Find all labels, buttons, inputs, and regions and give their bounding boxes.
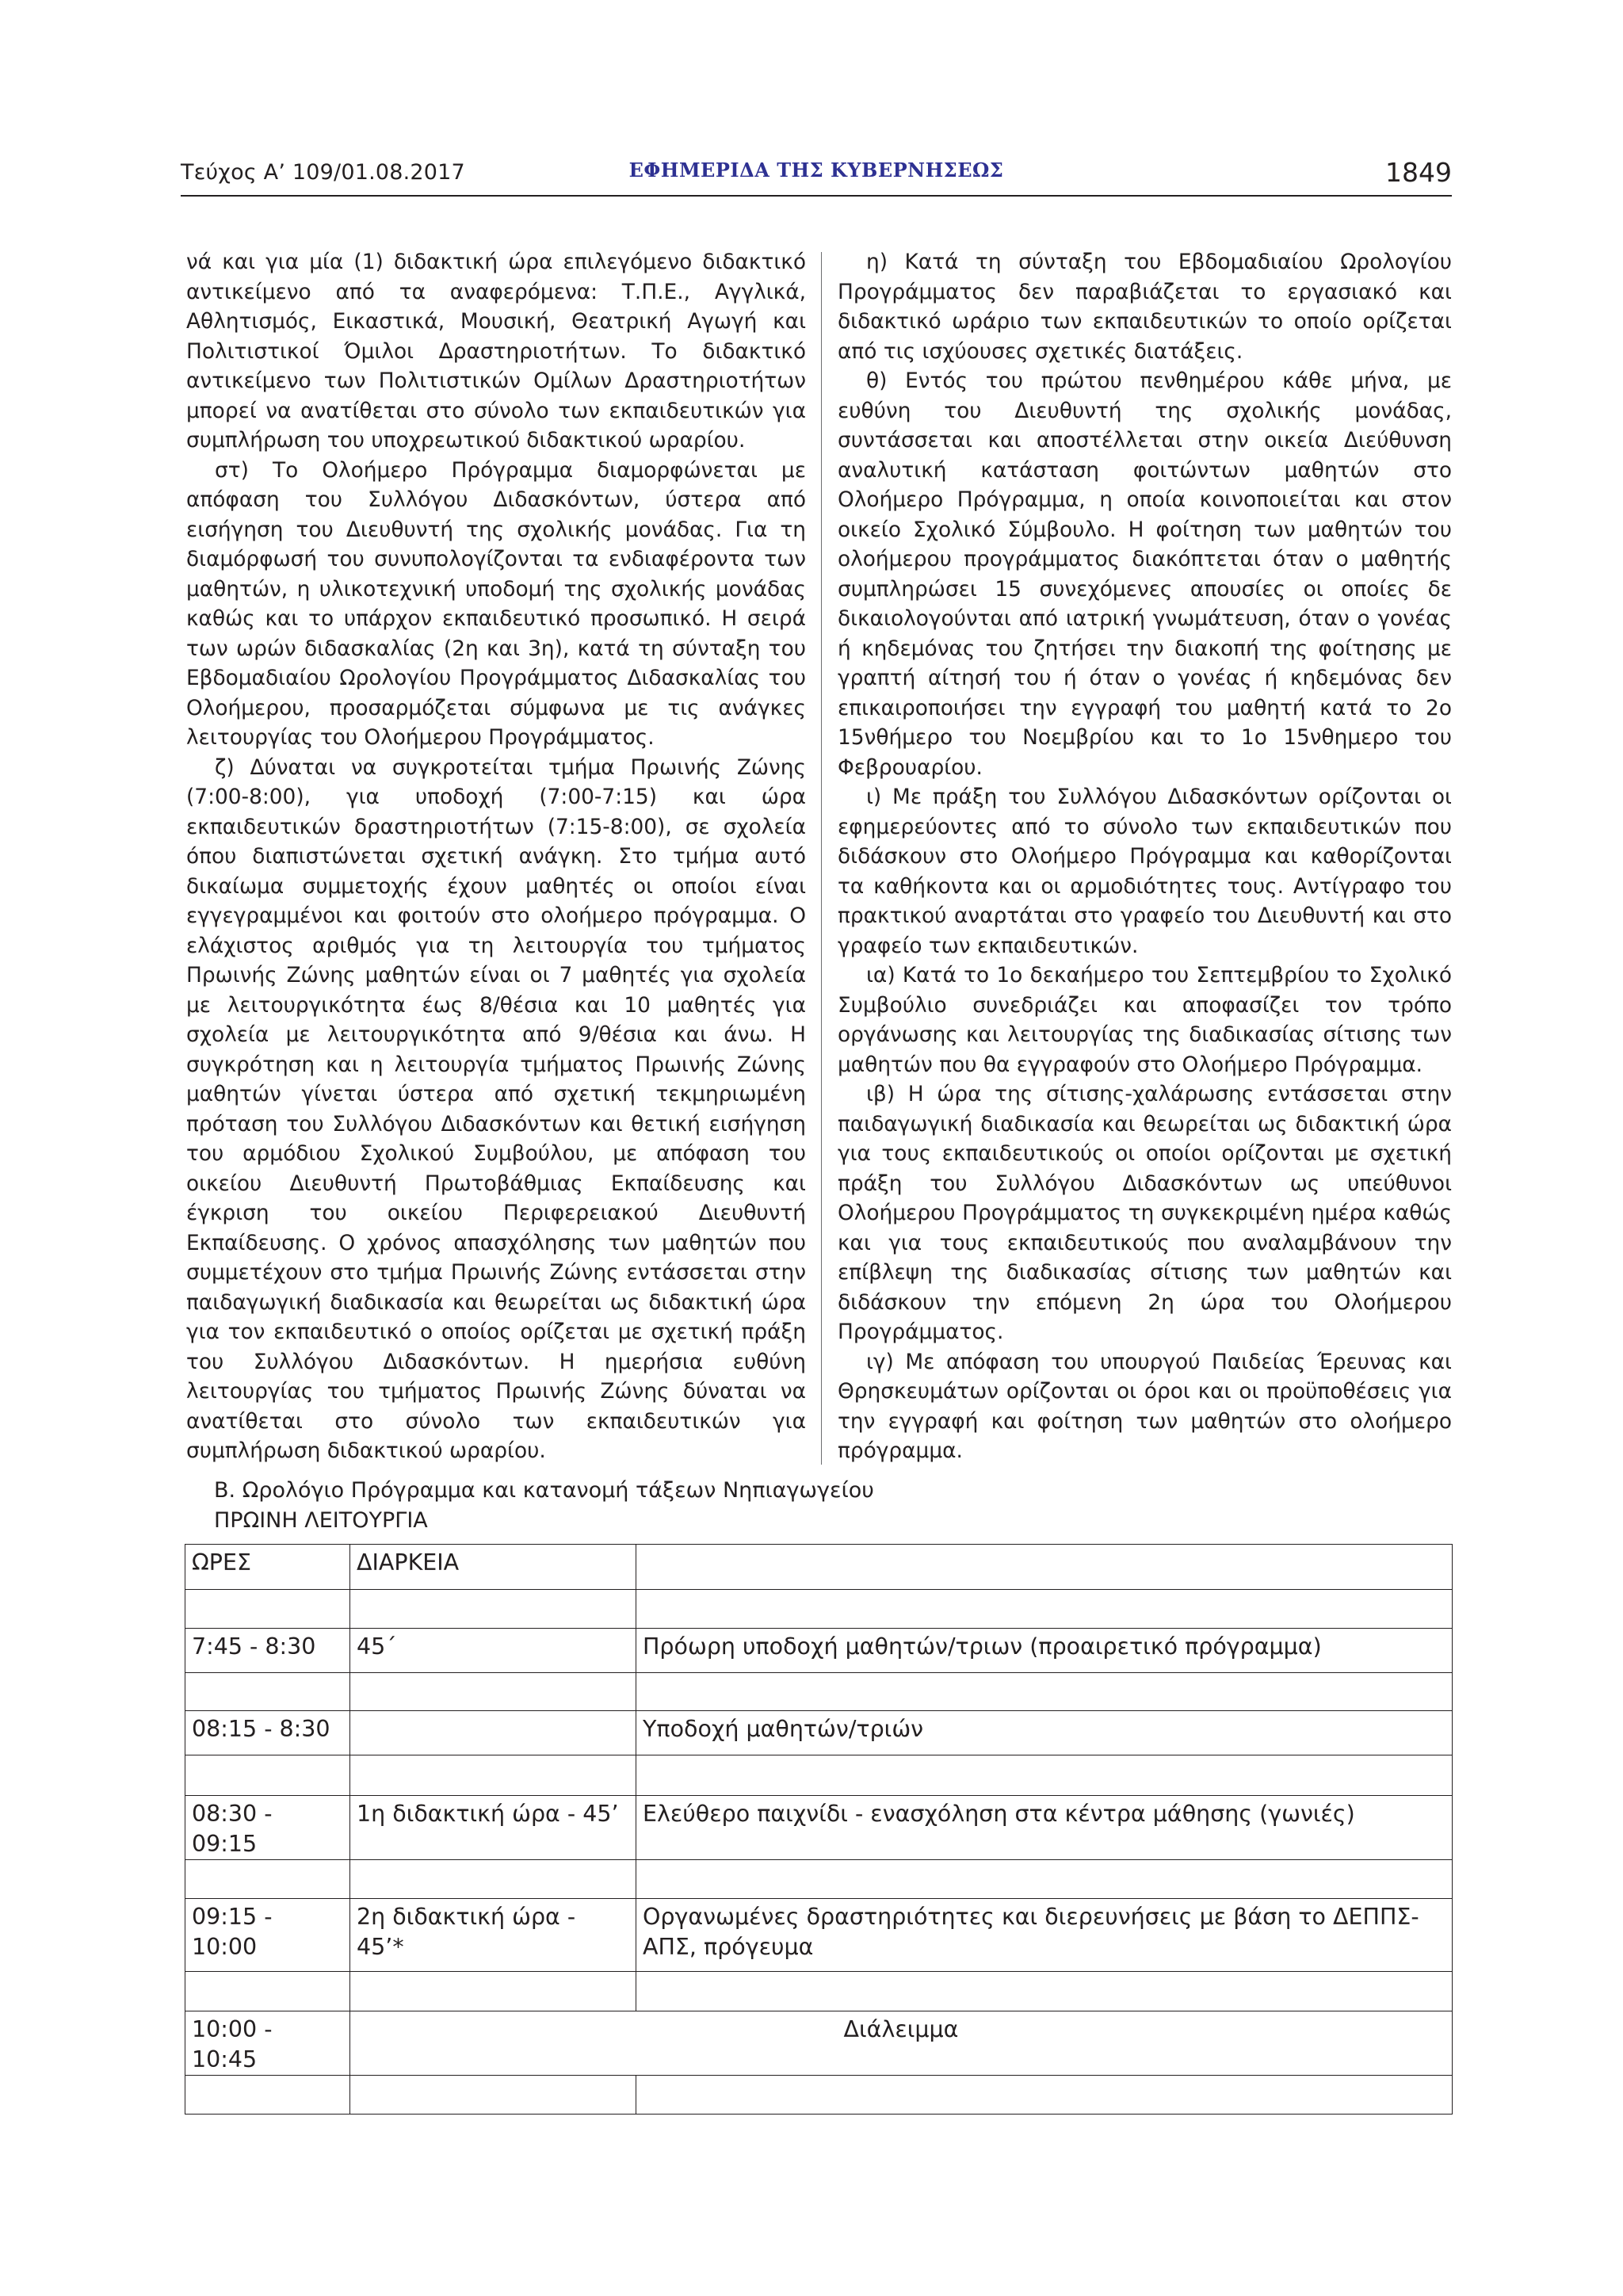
paragraph: ιγ) Με απόφαση του υπουργού Παιδείας Έρευνας και Θρησκευμάτων ορίζονται οι όροι και οι προϋποθέσεις για την εγγραφή και φοίτηση των μαθητών στο ολοήμερο πρόγραμμα.: [838, 1349, 1452, 1463]
table-row: [185, 1796, 1453, 1860]
paragraph: ζ) Δύναται να συγκροτείται τμήμα Πρωινής Ζώνης (7:00-8:00), για υποδοχή (7:00-7:15) και ώρα εκπαιδευτικών δραστηριοτήτων (7:15-8:00), σε σχολεία όπου διαπιστώνεται σχετική ανάγκη. Στο τμήμα αυτό δικαίωμα συμμετοχής έχουν μαθητές οι οποίοι είναι εγγεγραμμένοι και φοιτούν στο ολοήμερο πρόγραμμα. Ο ελάχιστος αριθμός για τη λειτουργία του τμήματος Πρωινής Ζώνης μαθητών είναι οι 7 μαθητές για σχολεία με λειτουργικότητα έως 8/θέσια και 10 μαθητές για σχολεία με λειτουργικότητα από 9/θέσια και άνω. Η συγκρότηση και η λειτουργία τμήματος Πρωινής Ζώνης μαθητών γίνεται ύστερα από σχετική τεκμηριωμένη πρόταση του Συλλόγου Διδασκόντων και θετική εισήγηση του αρμόδιου Σχολικού Συμβούλου, με απόφαση του οικείου Διευθυντή Πρωτοβάθμιας Εκπαίδευσης και έγκριση του οικείου Περιφερειακού Διευθυντή Εκπαίδευσης. Ο χρόνος απασχόλησης των μαθητών που συμμετέχουν στο τμήμα Πρωινής Ζώνης εντάσσεται στην παιδαγωγική διαδικασία και θεωρείται ως διδακτική ώρα για τον εκπαιδευτικό ο οποίος ορίζεται με σχετική πράξη του Συλλόγου Διδασκόντων. Η ημερήσια ευθύνη λειτουργίας του τμήματος Πρωινής Ζώνης δύναται να ανατίθεται στο σύνολο των εκπαιδευτικών για συμπλήρωση διδακτικού ωραρίου.: [186, 755, 806, 1463]
left-column: [186, 247, 806, 1466]
table-row: [185, 1629, 1453, 1673]
paragraph: ιβ) Η ώρα της σίτισης-χαλάρωσης εντάσσεται στην παιδαγωγική διαδικασία και θεωρείται ως διδακτική ώρα για τους εκπαιδευτικούς οι οποίοι ορίζονται με σχετική πράξη του Συλλόγου Διδασκόντων ως υπεύθυνοι Ολοήμερου Προγράμματος τη συγκεκριμένη ημέρα καθώς και για τους εκπαιδευτικούς που αναλαμβάνουν την επίβλεψη της διαδικασίας σίτισης των μαθητών και διδάσκουν την επόμενη 2η ώρα του Ολοήμερου Προγράμματος.: [838, 1082, 1452, 1344]
paragraph: θ) Εντός του πρώτου πενθημέρου κάθε μήνα, με ευθύνη του Διευθυντή της σχολικής μονάδας, συντάσσεται και αποστέλλεται στην οικεία Διεύθυνση αναλυτική κατάσταση φοιτώντων μαθητών στο Ολοήμερο Πρόγραμμα, η οποία κοινοποιείται και στον οικείο Σχολικό Σύμβουλο. Η φοίτηση των μαθητών του ολοήμερου προγράμματος διακόπτεται όταν ο μαθητής συμπληρώσει 15 συνεχόμενες απουσίες οι οποίες δε δικαιολογούνται από ιατρική γνωμάτευση, όταν ο γονέας ή κηδεμόνας του ζητήσει την διακοπή της φοίτησης με γραπτή αίτησή του ή όταν ο γονέας ή κηδεμόνας δεν επικαιροποιήσει την εγγραφή του μαθητή κατά το 2ο 15νθήμερο του Νοεμβρίου και το 1ο 15νθημερο του Φεβρουαρίου.: [838, 369, 1452, 780]
spacer-row: [185, 2076, 1453, 2115]
spacer-row: [185, 1673, 1453, 1711]
header-cell-hours: ΩΡΕΣ: [185, 1545, 350, 1590]
paragraph: ι) Με πράξη του Συλλόγου Διδασκόντων ορίζονται οι εφημερεύοντες από το σύνολο των εκπαιδευτικών που διδάσκουν στο Ολοήμερο Πρόγραμμα και καθορίζονται τα καθήκοντα και οι αρμοδιότητες τους. Αντίγραφο του πρακτικού αναρτάται στο γραφείο του Διευθυντή και στο γραφείο των εκπαιδευτικών.: [838, 785, 1452, 958]
activity-cell: Ελεύθερο παιχνίδι - ενασχόληση στα κέντρα μάθησης (γωνιές): [636, 1796, 1453, 1860]
table-row: [185, 2011, 1453, 2076]
time-cell: 10:00 - 10:45: [185, 2011, 350, 2076]
table-header-row: [185, 1545, 1453, 1590]
spacer-row: [185, 1860, 1453, 1899]
spacer-row: [185, 1755, 1453, 1796]
time-cell: 08:15 - 8:30: [185, 1711, 350, 1755]
column-divider: [821, 252, 822, 1465]
right-column: [838, 247, 1452, 1466]
table-row: [185, 1899, 1453, 1972]
duration-cell: 45΄: [350, 1629, 636, 1673]
header-cell-activity: [636, 1545, 1453, 1590]
gazette-title: ΕΦΗΜΕΡΙΔΑ ΤΗΣ ΚΥΒΕΡΝΗΣΕΩΣ: [628, 159, 1004, 181]
header-rule: [181, 195, 1452, 197]
time-cell: 09:15 - 10:00: [185, 1899, 350, 1972]
spacer-row: [185, 1972, 1453, 2011]
section-subtitle: ΠΡΩΙΝΗ ΛΕΙΤΟΥΡΓΙΑ: [214, 1508, 428, 1533]
issue-label: Τεύχος A’ 109/01.08.2017: [181, 160, 465, 185]
spacer-row: [185, 1590, 1453, 1629]
duration-cell: 2η διδακτική ώρα - 45’*: [350, 1899, 636, 1972]
activity-cell: Πρόωρη υποδοχή μαθητών/τριων (προαιρετικό πρόγραμμα): [636, 1629, 1453, 1673]
activity-cell: Υποδοχή μαθητών/τριών: [636, 1711, 1453, 1755]
duration-cell: [350, 1711, 636, 1755]
page-number: 1849: [1385, 157, 1452, 188]
duration-cell: 1η διδακτική ώρα - 45’: [350, 1796, 636, 1860]
paragraph: η) Κατά τη σύνταξη του Εβδομαδιαίου Ωρολογίου Προγράμματος δεν παραβιάζεται το εργασιακό και διδακτικό ωράριο των εκπαιδευτικών το οποίο ορίζεται από τις ισχύουσες σχετικές διατάξεις.: [838, 250, 1452, 364]
activity-cell: Οργανωμένες δραστηριότητες και διερευνήσεις με βάση το ΔΕΠΠΣ-ΑΠΣ, πρόγευμα: [636, 1899, 1453, 1972]
schedule-table: [185, 1544, 1453, 2115]
header-cell-duration: ΔΙΑΡΚΕΙΑ: [350, 1545, 636, 1590]
time-cell: 08:30 - 09:15: [185, 1796, 350, 1860]
time-cell: 7:45 - 8:30: [185, 1629, 350, 1673]
table-row: [185, 1711, 1453, 1755]
paragraph: στ) Το Ολοήμερο Πρόγραμμα διαμορφώνεται με απόφαση του Συλλόγου Διδασκόντων, ύστερα από εισήγηση του Διευθυντή της σχολικής μονάδας. Για τη διαμόρφωσή του συνυπολογίζονται τα ενδιαφέροντα των μαθητών, η υλικοτεχνική υποδομή της σχολικής μονάδας καθώς και το υπάρχον εκπαιδευτικό προσωπικό. Η σειρά των ωρών διδασκαλίας (2η και 3η), κατά τη σύνταξη του Εβδομαδιαίου Ωρολογίου Προγράμματος Διδασκαλίας του Ολοήμερου, προσαρμόζεται σύμφωνα με τις ανάγκες λειτουργίας του Ολοήμερου Προγράμματος.: [186, 457, 806, 750]
page-header: [181, 157, 1452, 192]
paragraph: ια) Κατά το 1ο δεκαήμερο του Σεπτεμβρίου το Σχολικό Συμβούλιο συνεδριάζει και αποφασίζει τον τρόπο οργάνωσης και λειτουργίας της διαδικασίας σίτισης των μαθητών που θα εγγραφούν στο Ολοήμερο Πρόγραμμα.: [838, 963, 1452, 1077]
break-cell: Διάλειμμα: [350, 2011, 1453, 2076]
paragraph: νά και για μία (1) διδακτική ώρα επιλεγόμενο διδακτικό αντικείμενο από τα αναφερόμενα: Τ.Π.Ε., Αγγλικά, Αθλητισμός, Εικαστικά, Μουσική, Θεατρική Αγωγή και Πολιτιστικοί Όμιλοι Δραστηριοτήτων. Το διδακτικό αντικείμενο των Πολιτιστικών Ομίλων Δραστηριοτήτων μπορεί να ανατίθεται στο σύνολο των εκπαιδευτικών για συμπλήρωση του υποχρεωτικού διδακτικού ωραρίου.: [186, 250, 806, 453]
section-title: Β. Ωρολόγιο Πρόγραμμα και κατανομή τάξεων Νηπιαγωγείου: [214, 1478, 874, 1503]
